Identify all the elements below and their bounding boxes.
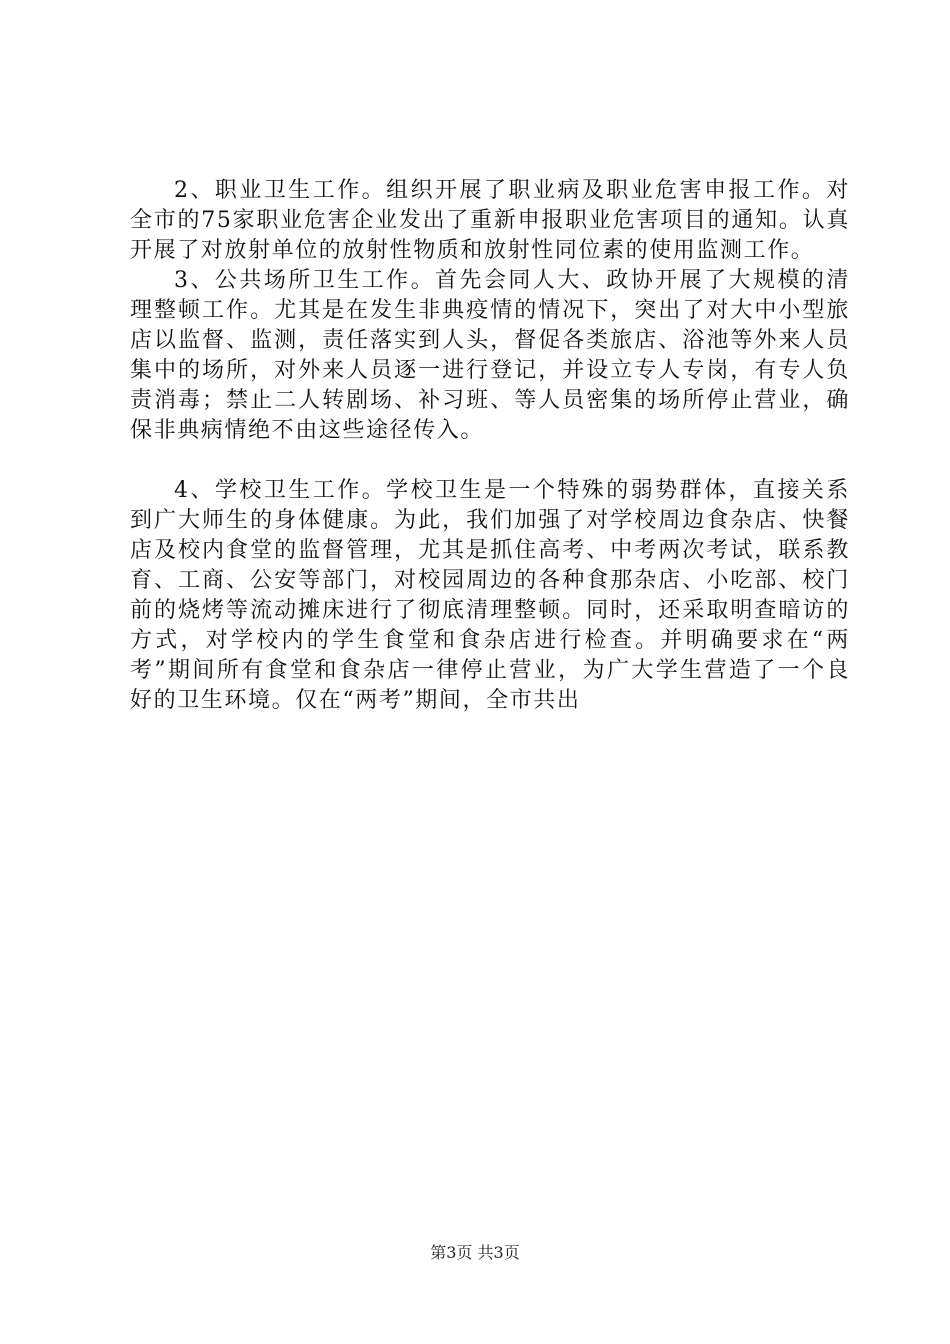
page-number-footer: 第3页 共3页 bbox=[430, 1243, 520, 1262]
document-body bbox=[130, 176, 850, 716]
paragraph-public-places-health: 3、公共场所卫生工作。首先会同人大、政协开展了大规模的清理整顿工作。尤其是在发生非典疫情的情况下，突出了对大中小型旅店以监督、监测，责任落实到人头，督促各类旅店、浴池等外来人员集中的场所，对外来人员逐一进行登记，并设立专人专岗，有专人负责消毒；禁止二人转剧场、补习班、等人员密集的场所停止营业，确保非典病情绝不由这些途径传入。 bbox=[130, 268, 850, 443]
paragraph-school-health: 4、学校卫生工作。学校卫生是一个特殊的弱势群体，直接关系到广大师生的身体健康。为此，我们加强了对学校周边食杂店、快餐店及校内食堂的监督管理，尤其是抓住高考、中考两次考试，联系教育、工商、公安等部门，对校园周边的各种食那杂店、小吃部、校门前的烧烤等流动摊床进行了彻底清理整顿。同时，还采取明查暗访的方式，对学校内的学生食堂和食杂店进行检查。并明确要求在“两考”期间所有食堂和食杂店一律停止营业，为广大学生营造了一个良好的卫生环境。仅在“两考”期间，全市共出 bbox=[130, 478, 850, 713]
paragraph-occupational-health: 2、职业卫生工作。组织开展了职业病及职业危害申报工作。对全市的75家职业危害企业发出了重新申报职业危害项目的通知。认真开展了对放射单位的放射性物质和放射性同位素的使用监测工作。 bbox=[130, 178, 850, 263]
